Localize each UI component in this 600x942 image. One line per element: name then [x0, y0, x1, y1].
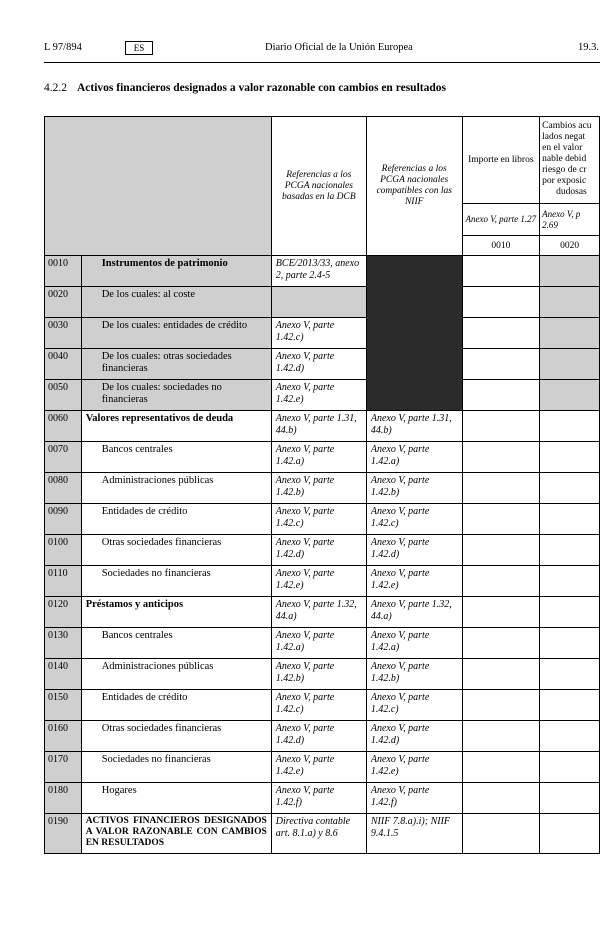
col-header-v2-line: riesgo de cr [542, 165, 587, 175]
blocked-cell [366, 256, 462, 411]
row-ref1: Anexo V, parte 1.32, 44.a) [271, 597, 366, 628]
section-heading [44, 82, 446, 94]
value-cell[interactable] [540, 690, 600, 721]
row-code: 0190 [45, 814, 82, 854]
col-header-ref1: Referencias a los PCGA nacionales basadas en la DCB [271, 117, 366, 256]
ref-text: Anexo V, parte [370, 506, 430, 517]
value-cell[interactable] [540, 783, 600, 814]
header-divider [44, 62, 600, 63]
ref-text: Anexo V, parte [275, 320, 335, 331]
template-table [44, 116, 600, 854]
row-code: 0080 [45, 473, 82, 504]
row-ref1 [271, 535, 366, 566]
ref-text: 1.42.c) [370, 704, 399, 715]
value-cell[interactable] [462, 814, 540, 854]
row-ref2 [366, 659, 462, 690]
value-cell[interactable] [540, 752, 600, 783]
ref-text: Anexo V, parte [370, 475, 430, 486]
ref-text: 1.42.e) [275, 580, 304, 591]
blocked-value-cell [540, 287, 600, 318]
row-ref1 [271, 659, 366, 690]
ref-text: 1.42.c) [275, 332, 304, 343]
ref-text: Anexo V, parte [275, 785, 335, 796]
row-ref1: Anexo V, parte 1.31, 44.b) [271, 411, 366, 442]
section-title: Activos financieros designados a valor razonable con cambios en resultados [77, 82, 446, 94]
ref-text: Anexo V, parte [275, 754, 335, 765]
ref-text: Anexo V, parte [370, 754, 430, 765]
row-label: De los cuales: al coste [81, 287, 271, 318]
ref-text: Anexo V, parte [275, 723, 335, 734]
value-cell[interactable] [540, 473, 600, 504]
row-code: 0110 [45, 566, 82, 597]
row-ref2 [366, 442, 462, 473]
row-label: Sociedades no financieras [81, 752, 271, 783]
col-header-v2 [540, 117, 600, 204]
row-ref1 [271, 473, 366, 504]
ref-text: 1.42.d) [275, 735, 305, 746]
value-cell[interactable] [462, 690, 540, 721]
row-ref2 [366, 752, 462, 783]
row-ref1 [271, 349, 366, 380]
value-cell[interactable] [462, 380, 540, 411]
ref-text: 1.42.a) [275, 642, 305, 653]
ref-text: 1.42.e) [275, 394, 304, 405]
page-reference: L 97/894 [44, 42, 82, 53]
ref-text: 1.42.f) [275, 797, 302, 808]
ref-text: 1.42.a) [370, 642, 400, 653]
header-blank-cell [45, 117, 272, 256]
ref-text: Anexo V, parte [370, 692, 430, 703]
ref-text: 1.42.a) [275, 456, 305, 467]
row-ref1 [271, 504, 366, 535]
row-ref1: Directiva contable art. 8.1.a) y 8.6 [271, 814, 366, 854]
value-cell[interactable] [540, 628, 600, 659]
ref-text: Anexo V, parte [370, 568, 430, 579]
ref-text: Anexo V, parte [275, 630, 335, 641]
publication-date: 19.3. [578, 42, 599, 53]
ref-text: Anexo V, parte [275, 537, 335, 548]
value-cell[interactable] [462, 659, 540, 690]
row-ref2 [366, 566, 462, 597]
value-cell[interactable] [540, 504, 600, 535]
row-label: Entidades de crédito [81, 504, 271, 535]
sub-ref-v2: Anexo V, p 2.69 [540, 204, 600, 236]
row-ref1: BCE/2013/33, anexo 2, parte 2.4-5 [271, 256, 366, 287]
row-code: 0100 [45, 535, 82, 566]
row-ref2 [366, 628, 462, 659]
ref-text: Anexo V, parte [370, 661, 430, 672]
row-label: Entidades de crédito [81, 690, 271, 721]
row-label: Valores representativos de deuda [81, 411, 271, 442]
ref-text: 1.42.b) [275, 487, 305, 498]
value-cell[interactable] [462, 411, 540, 442]
row-code: 0160 [45, 721, 82, 752]
row-ref2 [366, 690, 462, 721]
row-label: Bancos centrales [81, 442, 271, 473]
row-ref2 [366, 783, 462, 814]
value-cell[interactable] [540, 566, 600, 597]
col-code-v2: 0020 [540, 236, 600, 256]
col-header-ref2: Referencias a los PCGA nacionales compatibles con las NIIF [366, 117, 462, 256]
row-code: 0010 [45, 256, 82, 287]
ref-text: 1.42.d) [275, 549, 305, 560]
section-number: 4.2.2 [44, 82, 67, 94]
ref-text: Anexo V, parte [275, 351, 335, 362]
row-label: ACTIVOS FINANCIEROS DESIGNADOS A VALOR RAZONABLE CON CAMBIOS EN RESULTADOS [81, 814, 271, 854]
value-cell[interactable] [462, 566, 540, 597]
ref-text: 1.42.b) [275, 673, 305, 684]
ref-text: Anexo V, parte [275, 661, 335, 672]
value-cell[interactable] [462, 628, 540, 659]
row-ref2 [366, 535, 462, 566]
row-label: Hogares [81, 783, 271, 814]
row-code: 0140 [45, 659, 82, 690]
ref-text: 1.42.a) [370, 456, 400, 467]
value-cell[interactable] [462, 752, 540, 783]
row-label: Otras sociedades financieras [81, 721, 271, 752]
value-cell[interactable] [462, 721, 540, 752]
value-cell[interactable] [540, 721, 600, 752]
value-cell[interactable] [462, 318, 540, 349]
row-label: Préstamos y anticipos [81, 597, 271, 628]
row-ref2 [366, 473, 462, 504]
value-cell[interactable] [462, 597, 540, 628]
journal-title: Diario Oficial de la Unión Europea [265, 42, 413, 53]
ref-text: Anexo V, parte [275, 382, 335, 393]
row-code: 0170 [45, 752, 82, 783]
blocked-value-cell [540, 380, 600, 411]
value-cell[interactable] [462, 504, 540, 535]
col-code-v1: 0010 [462, 236, 540, 256]
row-label: De los cuales: entidades de crédito [81, 318, 271, 349]
row-label: Administraciones públicas [81, 473, 271, 504]
row-ref1 [271, 752, 366, 783]
row-label: Bancos centrales [81, 628, 271, 659]
col-header-v2-line: nable debid [542, 154, 587, 164]
row-ref1 [271, 690, 366, 721]
value-cell[interactable] [462, 349, 540, 380]
value-cell[interactable] [540, 659, 600, 690]
ref-text: Anexo V, parte [370, 444, 430, 455]
ref-text: 1.42.e) [370, 766, 399, 777]
row-code: 0120 [45, 597, 82, 628]
ref-text: Anexo V, parte [370, 630, 430, 641]
language-badge: ES [125, 41, 153, 55]
row-ref1 [271, 628, 366, 659]
row-label: Administraciones públicas [81, 659, 271, 690]
row-code: 0150 [45, 690, 82, 721]
ref-text: Anexo V, parte [275, 568, 335, 579]
value-cell[interactable] [462, 442, 540, 473]
row-ref2: Anexo V, parte 1.31, 44.b) [366, 411, 462, 442]
ref-text: Anexo V, parte [275, 475, 335, 486]
col-header-v2-line: dudosas [556, 187, 587, 197]
row-code: 0090 [45, 504, 82, 535]
ref-text: 1.42.f) [370, 797, 397, 808]
value-cell[interactable] [540, 442, 600, 473]
value-cell[interactable] [540, 535, 600, 566]
value-cell[interactable] [540, 597, 600, 628]
col-header-v2-line: lados negat [542, 132, 586, 142]
blocked-value-cell [540, 256, 600, 287]
blocked-value-cell [540, 318, 600, 349]
value-cell[interactable] [462, 783, 540, 814]
row-code: 0040 [45, 349, 82, 380]
ref-text: 1.42.e) [370, 580, 399, 591]
col-header-v1: Importe en libros [462, 117, 540, 204]
ref-text: 1.42.b) [370, 487, 400, 498]
value-cell[interactable] [462, 256, 540, 287]
blocked-value-cell [540, 349, 600, 380]
col-header-v2-line: Cambios acu [542, 121, 592, 131]
row-label: Otras sociedades financieras [81, 535, 271, 566]
ref-text: 1.42.d) [275, 363, 305, 374]
ref-text: 1.42.c) [275, 704, 304, 715]
row-ref2 [366, 504, 462, 535]
journal-header [0, 40, 600, 62]
row-ref1 [271, 566, 366, 597]
row-ref2 [366, 721, 462, 752]
row-label: De los cuales: otras sociedades financieras [81, 349, 271, 380]
ref-text: 1.42.c) [370, 518, 399, 529]
ref-text: 1.42.d) [370, 735, 400, 746]
value-cell[interactable] [462, 473, 540, 504]
row-ref2: NIIF 7.8.a).i); NIIF 9.4.1.5 [366, 814, 462, 854]
blocked-ref-cell [271, 287, 366, 318]
sub-ref-v1: Anexo V, parte 1.27 [462, 204, 540, 236]
ref-text: 1.42.d) [370, 549, 400, 560]
ref-text: Anexo V, parte [275, 506, 335, 517]
ref-text: 1.42.c) [275, 518, 304, 529]
ref-text: Anexo V, parte [275, 692, 335, 703]
ref-text: Anexo V, parte [275, 444, 335, 455]
ref-text: Anexo V, parte [370, 723, 430, 734]
row-code: 0050 [45, 380, 82, 411]
value-cell[interactable] [462, 535, 540, 566]
row-code: 0130 [45, 628, 82, 659]
ref-text: 1.42.e) [275, 766, 304, 777]
ref-text: Anexo V, parte [370, 785, 430, 796]
row-code: 0020 [45, 287, 82, 318]
row-label: De los cuales: sociedades no financieras [81, 380, 271, 411]
row-ref1 [271, 318, 366, 349]
value-cell[interactable] [540, 814, 600, 854]
col-header-v2-line: por exposic [542, 176, 587, 186]
row-code: 0180 [45, 783, 82, 814]
row-code: 0060 [45, 411, 82, 442]
row-ref1 [271, 380, 366, 411]
row-code: 0070 [45, 442, 82, 473]
row-code: 0030 [45, 318, 82, 349]
row-label: Sociedades no financieras [81, 566, 271, 597]
col-header-v2-line: en el valor [542, 143, 583, 153]
row-ref1 [271, 442, 366, 473]
ref-text: Anexo V, parte [370, 537, 430, 548]
row-ref1 [271, 783, 366, 814]
value-cell[interactable] [540, 411, 600, 442]
row-label: Instrumentos de patrimonio [81, 256, 271, 287]
row-ref1 [271, 721, 366, 752]
row-ref2: Anexo V, parte 1.32, 44.a) [366, 597, 462, 628]
value-cell[interactable] [462, 287, 540, 318]
ref-text: 1.42.b) [370, 673, 400, 684]
